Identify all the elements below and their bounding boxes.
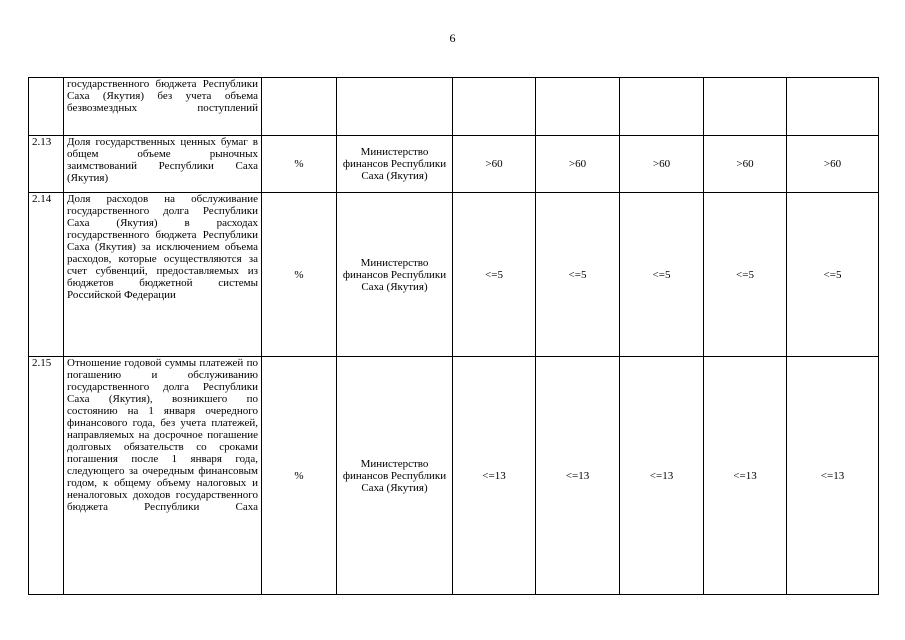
value-cell: >60 xyxy=(787,136,879,193)
value-cell xyxy=(787,78,879,136)
value-cell: <=5 xyxy=(536,193,620,357)
table-row xyxy=(29,78,879,136)
value-cell: <=5 xyxy=(787,193,879,357)
row-number: 2.13 xyxy=(29,136,64,193)
responsible-cell: Министерство финансов Республики Саха (Якутия) xyxy=(337,193,453,357)
value-cell: <=13 xyxy=(453,357,536,595)
unit-cell: % xyxy=(262,136,337,193)
indicators-table xyxy=(28,77,879,595)
unit-cell: % xyxy=(262,357,337,595)
value-cell: <=13 xyxy=(620,357,704,595)
value-cell: <=13 xyxy=(787,357,879,595)
table-row xyxy=(29,357,879,595)
indicator-name: государственного бюджета Республики Саха (Якутия) без учета объема безвозмездных поступлений xyxy=(64,78,262,136)
indicator-name: Доля государственных ценных бумаг в общем объеме рыночных заимствований Республики Саха (Якутия) xyxy=(64,136,262,193)
value-cell: <=5 xyxy=(620,193,704,357)
value-cell xyxy=(453,78,536,136)
value-cell xyxy=(704,78,787,136)
responsible-cell: Министерство финансов Республики Саха (Якутия) xyxy=(337,136,453,193)
responsible-cell xyxy=(337,78,453,136)
row-number: 2.14 xyxy=(29,193,64,357)
indicator-name: Доля расходов на обслуживание государственного долга Республики Саха (Якутия) в расходах государственного бюджета Республики Саха (Якутия) за исключением объема расходов, которые осуществляются за счет субвенций, предоставляемых из бюджетов бюджетной системы Российской Федерации xyxy=(64,193,262,357)
row-number xyxy=(29,78,64,136)
value-cell: <=5 xyxy=(453,193,536,357)
indicator-name-cell xyxy=(64,357,262,595)
unit-cell xyxy=(262,78,337,136)
page-number: 6 xyxy=(449,31,456,45)
value-cell: >60 xyxy=(704,136,787,193)
table-row xyxy=(29,193,879,357)
table-row xyxy=(29,136,879,193)
value-cell xyxy=(620,78,704,136)
indicator-name: Отношение годовой суммы платежей по погашению и обслуживанию государственного долга Республики Саха (Якутия), возникшего по состоянию на 1 января очередного финансового года, без учета платежей, направляемых на досрочное погашение долговых обязательств со сроками погашения после 1 января года, следующего за очередным финансовым годом, к общему объему налоговых и неналоговых доходов государственного бюджета Республики Саха xyxy=(67,357,258,513)
value-cell xyxy=(536,78,620,136)
value-cell: >60 xyxy=(536,136,620,193)
value-cell: <=13 xyxy=(536,357,620,595)
value-cell: <=5 xyxy=(704,193,787,357)
unit-cell: % xyxy=(262,193,337,357)
value-cell: >60 xyxy=(453,136,536,193)
value-cell: >60 xyxy=(620,136,704,193)
value-cell: <=13 xyxy=(704,357,787,595)
responsible-cell: Министерство финансов Республики Саха (Якутия) xyxy=(337,357,453,595)
row-number: 2.15 xyxy=(29,357,64,595)
